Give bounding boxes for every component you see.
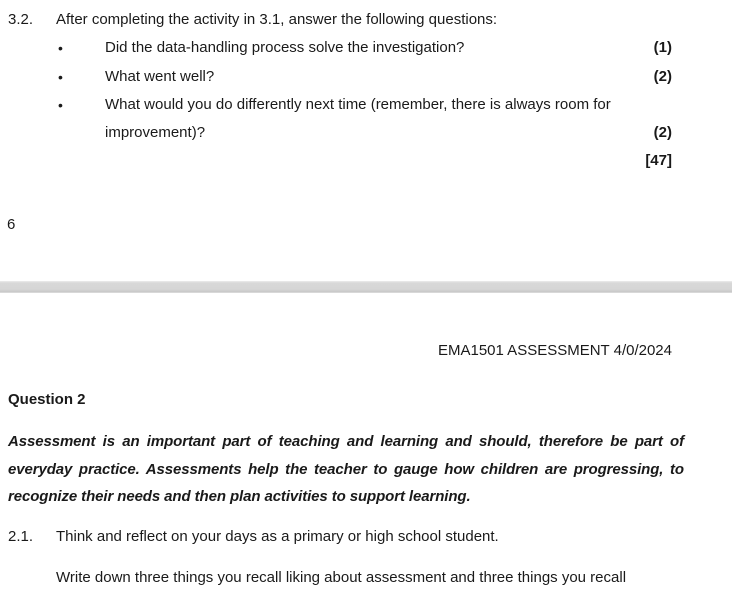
- sub-question-text: Did the data-handling process solve the investigation?: [105, 39, 465, 56]
- bullet-icon: •: [58, 97, 63, 113]
- sub-question-text-continued: improvement)?: [105, 124, 206, 141]
- total-marks: [47]: [645, 152, 672, 169]
- page-number: 6: [7, 216, 16, 233]
- marks-label: (1): [653, 39, 672, 56]
- question-instruction: Write down three things you recall liking about assessment and three things you recall: [56, 569, 627, 586]
- question-number: 2.1.: [8, 528, 34, 545]
- question-intro: Assessment is an important part of teaching and learning and should, therefore be part of everyday practice. Assessments help the teacher to gauge how children are progressing, to recognize their needs and then plan activities to support learning.: [8, 433, 684, 505]
- page-separator: [0, 281, 732, 293]
- bullet-icon: •: [58, 69, 63, 85]
- bullet-icon: •: [58, 40, 63, 56]
- marks-label: (2): [653, 68, 672, 85]
- question-number: 3.2.: [8, 11, 34, 28]
- question-text: Think and reflect on your days as a primary or high school student.: [56, 528, 499, 545]
- page-header: EMA1501 ASSESSMENT 4/0/2024: [437, 342, 672, 359]
- question-prompt: After completing the activity in 3.1, answer the following questions:: [56, 11, 498, 28]
- question-title: Question 2: [8, 391, 86, 408]
- sub-question-text: What would you do differently next time (remember, there is always room for: [105, 96, 611, 113]
- marks-label: (2): [653, 124, 672, 141]
- sub-question-text: What went well?: [105, 68, 215, 85]
